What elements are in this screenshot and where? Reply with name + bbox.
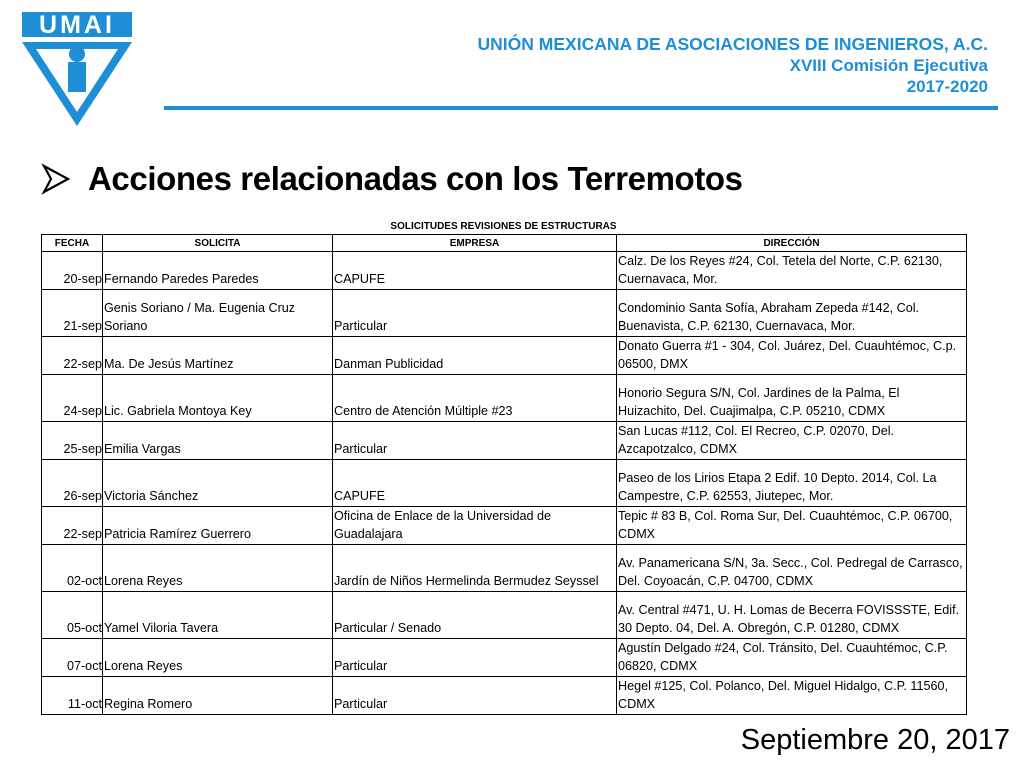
table-row (42, 290, 967, 337)
cell-empresa: Jardín de Niños Hermelinda Bermudez Seyssel (333, 545, 617, 592)
organization-header (478, 34, 988, 97)
cell-direccion: Agustín Delgado #24, Col. Tránsito, Del. Cuauhtémoc, C.P. 06820, CDMX (617, 639, 967, 677)
section-title: Acciones relacionadas con los Terremotos (88, 160, 743, 197)
header-rule (164, 106, 998, 110)
cell-empresa: CAPUFE (333, 460, 617, 507)
table-row (42, 592, 967, 639)
table-caption: SOLICITUDES REVISIONES DE ESTRUCTURAS (390, 221, 617, 232)
logo-lettering: UMAI (39, 12, 115, 39)
table-row (42, 639, 967, 677)
cell-direccion: Av. Panamericana S/N, 3a. Secc., Col. Pedregal de Carrasco, Del. Coyoacán, C.P. 04700, CDMX (617, 545, 967, 592)
cell-fecha: 22-sep (42, 337, 103, 375)
requests-table-container (41, 219, 966, 715)
cell-empresa: Centro de Atención Múltiple #23 (333, 375, 617, 422)
cell-solicita: Lorena Reyes (103, 545, 333, 592)
cell-fecha: 26-sep (42, 460, 103, 507)
slide-date: Septiembre 20, 2017 (740, 724, 1010, 756)
cell-solicita: Regina Romero (103, 677, 333, 715)
period-label: 2017-2020 (906, 77, 988, 96)
cell-solicita: Victoria Sánchez (103, 460, 333, 507)
column-header-fecha: FECHA (42, 235, 103, 252)
cell-direccion: Hegel #125, Col. Polanco, Del. Miguel Hidalgo, C.P. 11560, CDMX (617, 677, 967, 715)
arrowhead-bullet-icon (40, 163, 72, 195)
cell-direccion: San Lucas #112, Col. El Recreo, C.P. 02070, Del. Azcapotzalco, CDMX (617, 422, 967, 460)
cell-solicita: Fernando Paredes Paredes (103, 252, 333, 290)
cell-solicita: Lic. Gabriela Montoya Key (103, 375, 333, 422)
table-row (42, 252, 967, 290)
requests-table (41, 234, 967, 715)
cell-direccion: Paseo de los Lirios Etapa 2 Edif. 10 Depto. 2014, Col. La Campestre, C.P. 62553, Jiutepec, Mor. (617, 460, 967, 507)
cell-fecha: 02-oct (42, 545, 103, 592)
table-row (42, 337, 967, 375)
column-header-direccion: DIRECCIÓN (617, 235, 967, 252)
table-row (42, 422, 967, 460)
cell-solicita: Patricia Ramírez Guerrero (103, 507, 333, 545)
cell-solicita: Genis Soriano / Ma. Eugenia Cruz Soriano (103, 290, 333, 337)
column-header-solicita: SOLICITA (103, 235, 333, 252)
cell-direccion: Tepic # 83 B, Col. Roma Sur, Del. Cuauhtémoc, C.P. 06700, CDMX (617, 507, 967, 545)
umai-logo (22, 12, 132, 126)
cell-fecha: 24-sep (42, 375, 103, 422)
cell-empresa: CAPUFE (333, 252, 617, 290)
cell-solicita: Lorena Reyes (103, 639, 333, 677)
cell-direccion: Condominio Santa Sofía, Abraham Zepeda #142, Col. Buenavista, C.P. 62130, Cuernavaca, Mor. (617, 290, 967, 337)
cell-empresa: Particular (333, 677, 617, 715)
cell-fecha: 07-oct (42, 639, 103, 677)
cell-empresa: Particular (333, 639, 617, 677)
table-header-row (42, 235, 967, 252)
cell-empresa: Danman Publicidad (333, 337, 617, 375)
cell-empresa: Oficina de Enlace de la Universidad de Guadalajara (333, 507, 617, 545)
table-row (42, 375, 967, 422)
cell-fecha: 05-oct (42, 592, 103, 639)
commission-label: XVIII Comisión Ejecutiva (789, 56, 988, 75)
cell-direccion: Honorio Segura S/N, Col. Jardines de la Palma, El Huizachito, Del. Cuajimalpa, C.P. 05210, CDMX (617, 375, 967, 422)
cell-direccion: Donato Guerra #1 - 304, Col. Juárez, Del. Cuauhtémoc, C.p. 06500, DMX (617, 337, 967, 375)
table-row (42, 460, 967, 507)
cell-fecha: 22-sep (42, 507, 103, 545)
cell-solicita: Emilia Vargas (103, 422, 333, 460)
cell-direccion: Av. Central #471, U. H. Lomas de Becerra FOVISSSTE, Edif. 30 Depto. 04, Del. A. Obregón, C.P. 01280, CDMX (617, 592, 967, 639)
cell-fecha: 21-sep (42, 290, 103, 337)
table-row (42, 545, 967, 592)
cell-fecha: 11-oct (42, 677, 103, 715)
cell-solicita: Yamel Viloria Tavera (103, 592, 333, 639)
table-row (42, 507, 967, 545)
table-row (42, 677, 967, 715)
cell-fecha: 20-sep (42, 252, 103, 290)
cell-direccion: Calz. De los Reyes #24, Col. Tetela del Norte, C.P. 62130, Cuernavaca, Mor. (617, 252, 967, 290)
cell-empresa: Particular / Senado (333, 592, 617, 639)
column-header-empresa: EMPRESA (333, 235, 617, 252)
cell-solicita: Ma. De Jesús Martínez (103, 337, 333, 375)
cell-fecha: 25-sep (42, 422, 103, 460)
organization-name: UNIÓN MEXICANA DE ASOCIACIONES DE INGENIEROS, A.C. (477, 34, 988, 54)
section-heading (40, 160, 743, 198)
cell-empresa: Particular (333, 422, 617, 460)
cell-empresa: Particular (333, 290, 617, 337)
